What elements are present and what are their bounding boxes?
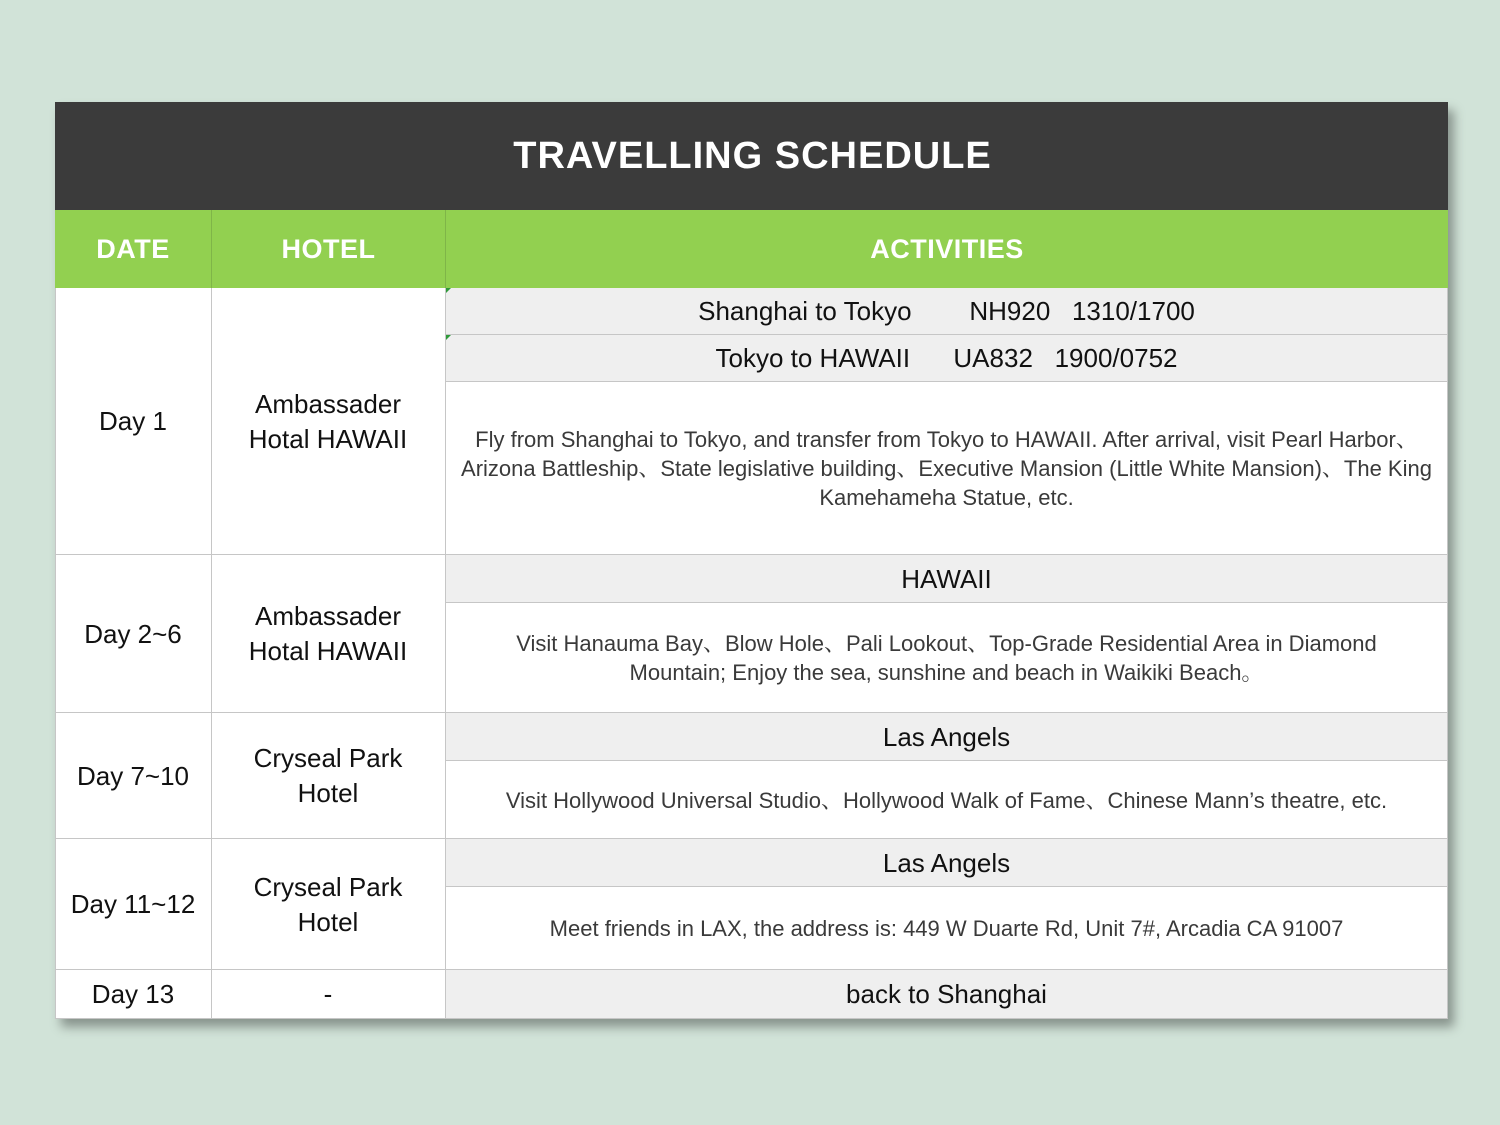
row-1-flight-2: Tokyo to HAWAII UA832 1900/0752 (715, 343, 1178, 373)
row-2-date: Day 2~6 (84, 618, 182, 649)
row-5-date-cell[interactable] (55, 970, 211, 1019)
row-5-details-cell[interactable] (445, 970, 1448, 1019)
row-1-hotel-cell[interactable] (211, 288, 445, 555)
row-3-details: Visit Hollywood Universal Studio、Hollywood Walk of Fame、Chinese Mann’s theatre, etc. (505, 787, 1388, 813)
row-3-location: Las Angels (882, 721, 1011, 752)
row-4-hotel-cell[interactable] (211, 839, 445, 970)
grid-line (445, 288, 446, 1019)
row-1-hotel: Ambassader Hotal HAWAII (248, 388, 408, 454)
grid-line (445, 886, 1448, 887)
row-1-date: Day 1 (99, 406, 167, 436)
row-3-location-cell[interactable] (445, 713, 1448, 761)
grid-line (445, 760, 1448, 761)
row-1-date-cell[interactable] (55, 288, 211, 555)
grid-line (445, 602, 1448, 603)
grid-line (55, 712, 1448, 713)
row-1-flight-2-cell[interactable] (445, 335, 1448, 382)
row-5-hotel: - (323, 979, 333, 1009)
row-4-date-cell[interactable] (55, 839, 211, 970)
grid-line (445, 381, 1448, 382)
row-4-date: Day 11~12 (70, 889, 196, 919)
row-2-location-cell[interactable] (445, 555, 1448, 603)
row-3-details-cell[interactable] (445, 761, 1448, 839)
row-4-details: Meet friends in LAX, the address is: 449 W Duarte Rd, Unit 7#, Arcadia CA 91007 (549, 916, 1344, 941)
row-2-details: Visit Hanauma Bay、Blow Hole、Pali Lookout、Top-Grade Residential Area in Diamond Mountain; Enjoy the sea, sunshine and beach in Waikiki Beach。 (516, 631, 1377, 685)
grid-line (55, 554, 1448, 555)
row-4-location-cell[interactable] (445, 839, 1448, 887)
row-1-details-cell[interactable] (445, 382, 1448, 555)
grid-line (55, 1018, 1448, 1019)
row-3-date: Day 7~10 (76, 760, 190, 791)
grid-line (55, 969, 1448, 970)
grid-line (211, 288, 212, 1019)
row-5-date: Day 13 (91, 979, 175, 1009)
header-hotel[interactable]: HOTEL (211, 210, 445, 288)
row-2-hotel: Ambassader Hotal HAWAII (248, 601, 408, 666)
row-5-hotel-cell[interactable] (211, 970, 445, 1019)
row-2-hotel-cell[interactable] (211, 555, 445, 713)
row-4-location: Las Angels (882, 847, 1011, 878)
grid-line (1447, 288, 1448, 1019)
row-4-hotel: Cryseal Park Hotel (253, 871, 403, 937)
row-5-details: back to Shanghai (846, 979, 1047, 1009)
row-2-date-cell[interactable] (55, 555, 211, 713)
row-1-details: Fly from Shanghai to Tokyo, and transfer from Tokyo to HAWAII. After arrival, visit Pearl Harbor、Arizona Battleship、State legislative building、Executive Mansion (Little White Mansion)、The King Kamehameha Statue, etc. (461, 427, 1432, 510)
grid-line (55, 288, 56, 1019)
sheet-title: TRAVELLING SCHEDULE (55, 102, 1448, 210)
row-3-date-cell[interactable] (55, 713, 211, 839)
row-2-details-cell[interactable] (445, 603, 1448, 713)
row-1-flight-1-cell[interactable] (445, 288, 1448, 335)
row-1-flight-1: Shanghai to Tokyo NH920 1310/1700 (698, 296, 1195, 326)
row-2-location: HAWAII (901, 563, 992, 594)
row-4-details-cell[interactable] (445, 887, 1448, 970)
row-3-hotel-cell[interactable] (211, 713, 445, 839)
row-3-hotel: Cryseal Park Hotel (253, 743, 403, 808)
schedule-sheet (55, 102, 1448, 1019)
grid-line (55, 838, 1448, 839)
header-date[interactable]: DATE (55, 210, 211, 288)
grid-line (445, 334, 1448, 335)
header-activities[interactable]: ACTIVITIES (445, 210, 1448, 288)
